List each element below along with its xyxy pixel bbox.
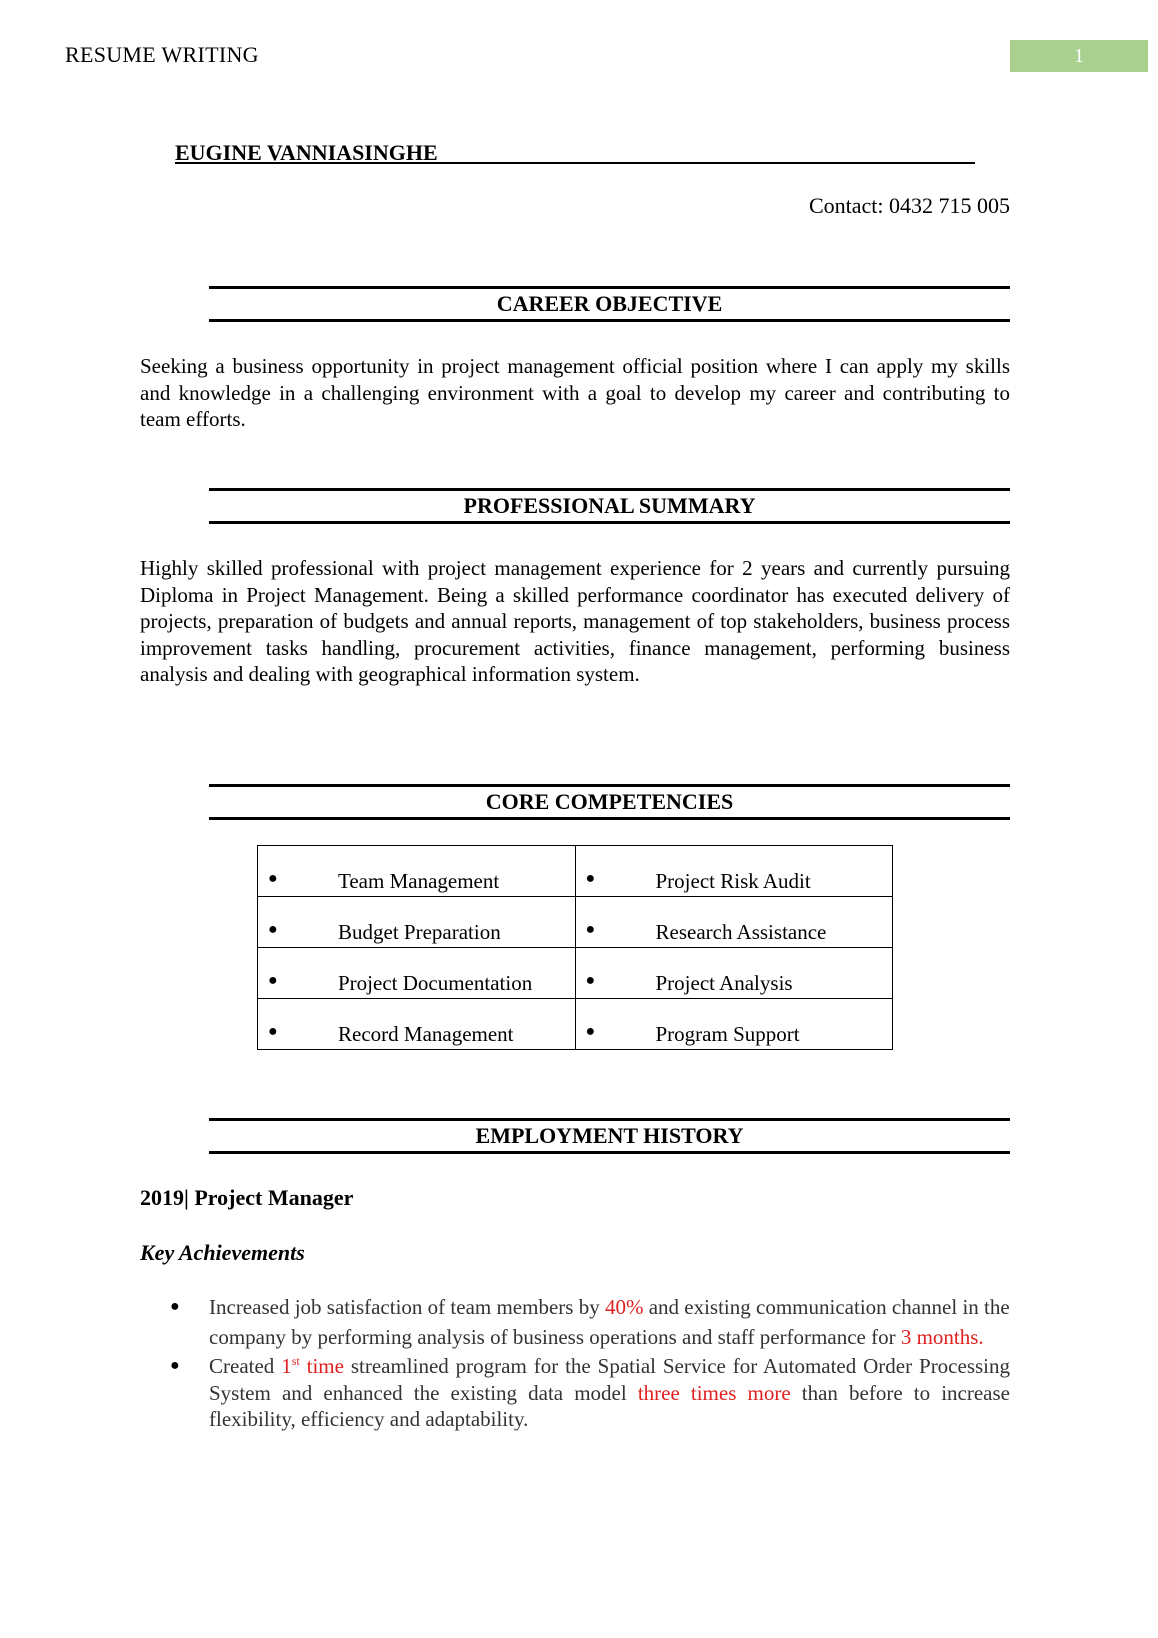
competency-cell: [258, 897, 576, 948]
competency-item: Program Support: [655, 1022, 800, 1046]
achievement-text: than before to increase flexibility, efficiency and adaptability.: [209, 1380, 1010, 1431]
bullet-icon: ●: [268, 1023, 278, 1040]
list-item: [170, 1353, 1010, 1433]
achievement-highlight: 3 months.: [900, 1325, 984, 1349]
bullet-icon: ●: [170, 1298, 180, 1315]
competency-cell: [575, 897, 893, 948]
competency-item: Project Risk Audit: [655, 869, 811, 893]
bullet-icon: ●: [585, 1023, 596, 1040]
competency-cell: [575, 846, 893, 897]
competency-cell: [575, 999, 893, 1050]
bullet-icon: ●: [268, 870, 278, 887]
table-row: [258, 999, 893, 1050]
competency-item: Project Analysis: [655, 971, 793, 995]
bullet-icon: ●: [170, 1357, 180, 1374]
table-row: [258, 948, 893, 999]
header-title: RESUME WRITING: [65, 42, 259, 67]
bullet-icon: ●: [268, 972, 278, 989]
competency-cell: [258, 846, 576, 897]
job-title: 2019| Project Manager: [140, 1185, 354, 1210]
achievement-text: streamlined program for the Spatial Service for Automated Order Processing System and enhanced the existing data model: [209, 1354, 1011, 1405]
competency-cell: [258, 948, 576, 999]
achievement-highlight: 40%: [604, 1295, 644, 1319]
contact-info: Contact: 0432 715 005: [808, 193, 1010, 218]
section-rule-top: [209, 1118, 1010, 1121]
bullet-icon: ●: [268, 921, 278, 938]
name-underline: [175, 162, 975, 164]
competency-item: Research Assistance: [655, 920, 827, 944]
table-row: [258, 846, 893, 897]
section-rule-top: [209, 488, 1010, 491]
professional-summary-text: Highly skilled professional with project management experience for 2 years and currently pursuing Diploma in Project Management. Being a skilled performance coordinator has executed delivery of projects, preparation of budgets and annual reports, management of top stakeholders, business process improvement tasks handling, procurement activities, finance management, performing business analysis and dealing with geographical information system.: [140, 556, 1010, 686]
competency-item: Project Documentation: [338, 971, 533, 995]
achievement-text: Created: [209, 1354, 282, 1378]
candidate-name: EUGINE VANNIASINGHE: [175, 140, 438, 165]
key-achievements-label: Key Achievements: [140, 1240, 305, 1265]
competency-cell: [575, 948, 893, 999]
achievement-highlight-sup: st: [291, 1354, 300, 1368]
section-rule-top: [209, 784, 1010, 787]
section-rule-top: [209, 286, 1010, 289]
section-title-professional-summary: PROFESSIONAL SUMMARY: [463, 493, 756, 518]
competency-cell: [258, 999, 576, 1050]
career-objective-text: Seeking a business opportunity in project management official position where I can apply my skills and knowledge in a challenging environment with a goal to develop my career and contributing to team efforts.: [140, 354, 1010, 431]
achievements-list: [170, 1292, 1010, 1433]
achievement-text: Increased job satisfaction of team members by: [209, 1295, 605, 1319]
section-rule-bottom: [209, 1151, 1010, 1154]
competency-item: Team Management: [338, 869, 500, 893]
section-title-career-objective: CAREER OBJECTIVE: [496, 291, 723, 316]
competency-item: Record Management: [338, 1022, 514, 1046]
section-title-core-competencies: CORE COMPETENCIES: [485, 789, 734, 814]
achievement-highlight: time: [299, 1354, 344, 1378]
list-item: [170, 1292, 1010, 1352]
achievement-highlight: three times more: [637, 1380, 791, 1405]
bullet-icon: ●: [585, 870, 596, 887]
competencies-table: [257, 845, 893, 1050]
section-title-employment-history: EMPLOYMENT HISTORY: [475, 1123, 744, 1148]
section-rule-bottom: [209, 817, 1010, 820]
achievement-text: and existing communication channel in the company by performing analysis of business operations and staff performance for: [209, 1295, 1010, 1349]
achievement-highlight: 1: [281, 1354, 292, 1378]
bullet-icon: ●: [585, 921, 596, 938]
competency-item: Budget Preparation: [338, 920, 501, 944]
section-rule-bottom: [209, 319, 1010, 322]
page-number-badge: 1: [1010, 40, 1148, 72]
table-row: [258, 897, 893, 948]
section-rule-bottom: [209, 521, 1010, 524]
bullet-icon: ●: [585, 972, 596, 989]
